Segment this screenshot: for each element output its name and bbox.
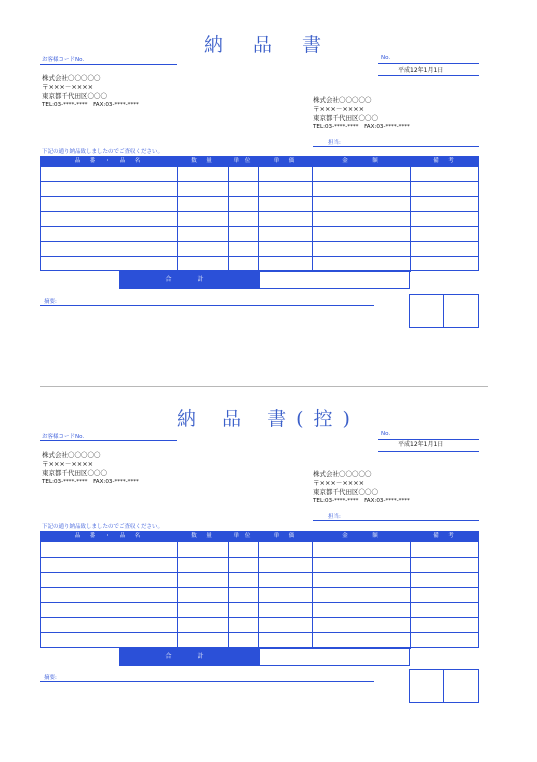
customer-code-label: お客様コードNo.	[42, 57, 85, 63]
recipient-block	[42, 74, 139, 110]
recipient-tel-fax: TEL:03-****-**** FAX:03-****-****	[42, 102, 139, 108]
delivery-notice: 下記の通り納品致しましたのでご査収ください。	[42, 524, 164, 530]
col-unit: 単 位	[233, 158, 253, 164]
recipient-postal: 〒×××－××××	[42, 83, 94, 91]
col-unit-price: 単 価	[273, 533, 297, 539]
row-divider	[41, 587, 478, 588]
no-label: No.	[381, 431, 391, 437]
recipient-tel-fax: TEL:03-****-**** FAX:03-****-****	[42, 479, 139, 485]
customer-code-label: お客様コードNo.	[42, 434, 85, 440]
sender-postal: 〒×××－××××	[313, 105, 365, 113]
total-label: 合 計	[119, 648, 260, 666]
recipient-company: 株式会社〇〇〇〇〇	[42, 74, 101, 82]
cut-line	[40, 386, 488, 387]
sender-postal: 〒×××－××××	[313, 479, 365, 487]
issue-date: 平成12年1月1日	[398, 67, 444, 74]
items-table-body	[40, 541, 479, 648]
col-remarks: 備 考	[433, 533, 456, 539]
sender-company: 株式会社〇〇〇〇〇	[313, 470, 372, 478]
delivery-notice: 下記の通り納品致しましたのでご査収ください。	[42, 149, 164, 155]
person-in-charge-line	[313, 146, 479, 147]
remarks-label: 摘要:	[44, 675, 57, 681]
col-amount: 金 額	[342, 533, 380, 539]
items-table-body	[40, 166, 479, 271]
recipient-postal: 〒×××－××××	[42, 460, 94, 468]
stamp-divider	[443, 670, 444, 702]
total-label: 合 計	[119, 271, 260, 289]
sender-address: 東京都千代田区〇〇〇	[313, 488, 378, 496]
no-line	[378, 63, 479, 64]
remarks-line	[40, 305, 374, 306]
col-quantity: 数 量	[191, 533, 214, 539]
col-quantity: 数 量	[191, 158, 214, 164]
delivery-note-copy	[0, 400, 537, 740]
row-divider	[41, 557, 478, 558]
stamp-box	[409, 669, 479, 703]
row-divider	[41, 602, 478, 603]
issue-date: 平成12年1月1日	[398, 441, 444, 448]
items-table-header	[40, 531, 479, 541]
row-divider	[41, 241, 478, 242]
person-in-charge-label: 担当:	[328, 514, 341, 520]
sender-address: 東京都千代田区〇〇〇	[313, 114, 378, 122]
items-table-header	[40, 156, 479, 166]
recipient-block	[42, 451, 139, 487]
sender-block	[313, 470, 410, 506]
row-divider	[41, 181, 478, 182]
row-divider	[41, 256, 478, 257]
stamp-divider	[443, 295, 444, 327]
recipient-company: 株式会社〇〇〇〇〇	[42, 451, 101, 459]
sender-company: 株式会社〇〇〇〇〇	[313, 96, 372, 104]
delivery-note-original	[0, 18, 537, 358]
col-item-name: 品 番 ・ 品 名	[74, 533, 143, 539]
row-divider	[41, 211, 478, 212]
row-divider	[41, 617, 478, 618]
date-line	[378, 451, 479, 452]
sender-tel-fax: TEL:03-****-**** FAX:03-****-****	[313, 124, 410, 130]
remarks-label: 摘要:	[44, 299, 57, 305]
remarks-line	[40, 681, 374, 682]
total-amount-box	[259, 271, 410, 289]
customer-code-line	[40, 440, 177, 441]
row-divider	[41, 196, 478, 197]
col-unit-price: 単 価	[273, 158, 297, 164]
recipient-address: 東京都千代田区〇〇〇	[42, 469, 107, 477]
date-line	[378, 75, 479, 76]
row-divider	[41, 572, 478, 573]
row-divider	[41, 226, 478, 227]
sender-tel-fax: TEL:03-****-**** FAX:03-****-****	[313, 498, 410, 504]
sender-block	[313, 96, 410, 132]
col-unit: 単 位	[233, 533, 253, 539]
document-title: 納 品 書(控)	[177, 408, 360, 430]
row-divider	[41, 632, 478, 633]
stamp-box	[409, 294, 479, 328]
col-item-name: 品 番 ・ 品 名	[74, 158, 143, 164]
total-amount-box	[259, 648, 410, 666]
recipient-address: 東京都千代田区〇〇〇	[42, 92, 107, 100]
document-title: 納 品 書	[203, 34, 334, 56]
col-remarks: 備 考	[433, 158, 456, 164]
customer-code-line	[40, 64, 177, 65]
no-label: No.	[381, 55, 391, 61]
col-amount: 金 額	[342, 158, 380, 164]
person-in-charge-label: 担当:	[328, 140, 341, 146]
person-in-charge-line	[313, 520, 479, 521]
